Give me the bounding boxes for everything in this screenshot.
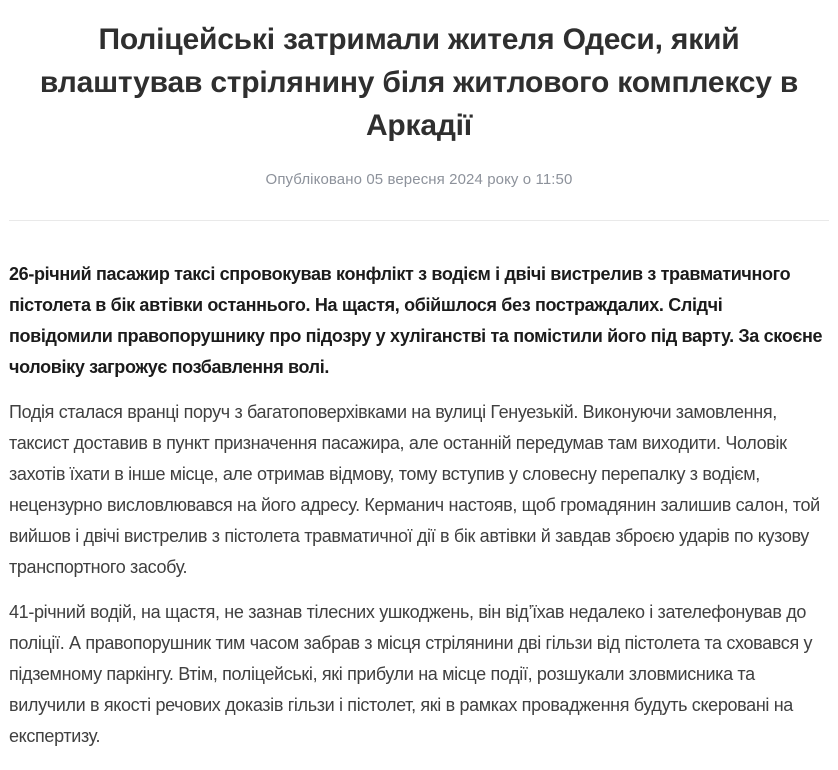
publish-date: Опубліковано 05 вересня 2024 року о 11:50 — [265, 171, 573, 188]
article-title: Поліцейські затримали жителя Одеси, який влаштував стрілянину біля житлового комплексу в Аркадії — [39, 23, 799, 142]
article-paragraph: 41-річний водій, на щастя, не зазнав тілесних ушкоджень, він від’їхав недалеко і зателефонував до поліції. А правопорушник тим часом забрав з місця стрілянини дві гільзи від пістолета та сховався у підземному паркінгу. Втім, поліцейські, які прибули на місце події, розшукали зловмисника та вилучили в якості речових доказів гільзи і пістолет, які в рамках провадження будуть скеровані на експертизу. — [9, 602, 813, 746]
lead-paragraph: 26-річний пасажир таксі спровокував конфлікт з водієм і двічі вистрелив з травматичного пістолета в бік автівки останнього. На щастя, обійшлося без постраждалих. Слідчі повідомили правопорушнику про підозру у хуліганстві та помістили його під варту. За скоєне чоловіку загрожує позбавлення волі. — [9, 264, 823, 377]
news-article — [0, 18, 838, 752]
divider — [9, 220, 829, 221]
article-paragraph: Подія сталася вранці поруч з багатоповерхівками на вулиці Генуезькій. Виконуючи замовлення, таксист доставив в пункт призначення пасажира, але останній передумав там виходити. Чоловік захотів їхати в інше місце, але отримав відмову, тому вступив у словесну перепалку з водієм, нецензурно висловлювався на його адресу. Керманич настояв, щоб громадянин залишив салон, той вийшов і двічі вистрелив з пістолета травматичної дії в бік автівки й завдав зброєю ударів по кузову транспортного засобу. — [9, 402, 820, 577]
